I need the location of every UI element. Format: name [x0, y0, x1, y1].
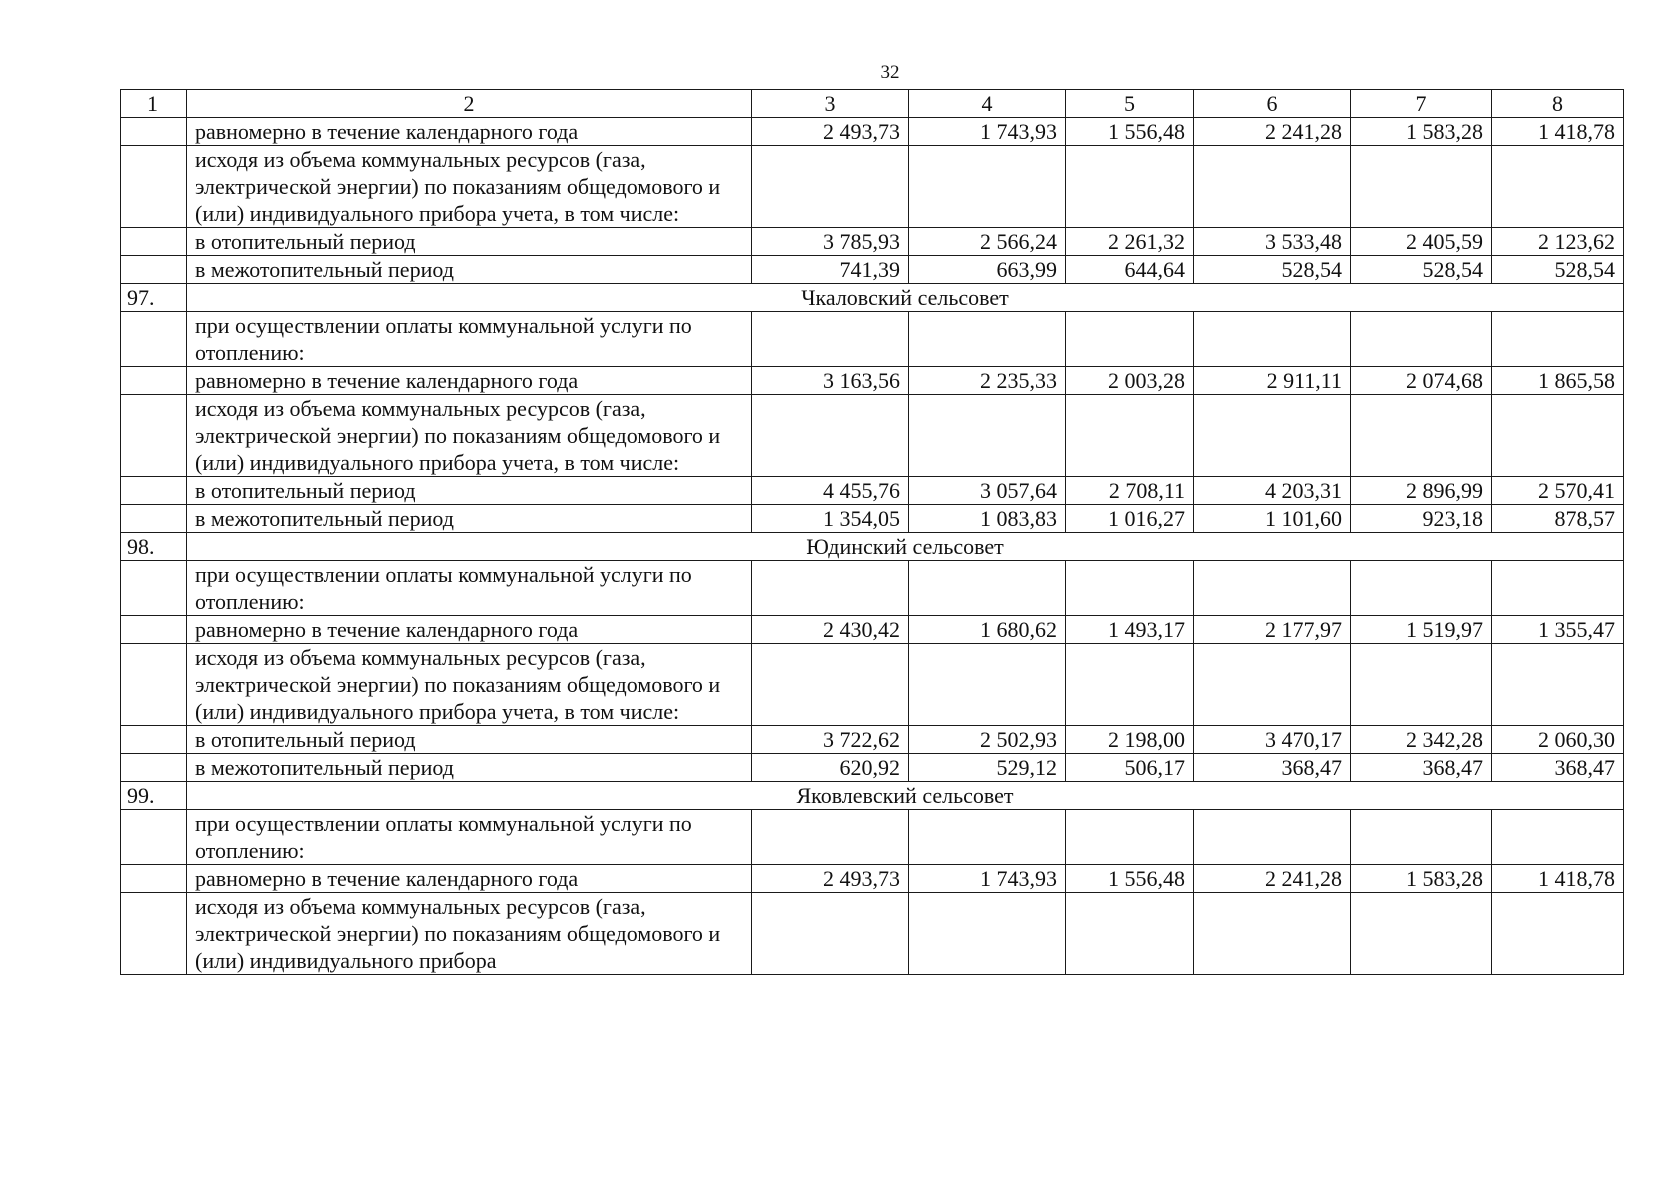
value-cell: 3 470,17 — [1194, 726, 1351, 754]
value-cell: 3 785,93 — [752, 228, 909, 256]
row-label: при осуществлении оплаты коммунальной услуги по отоплению: — [187, 312, 752, 367]
value-cell — [1492, 146, 1624, 228]
value-cell: 2 493,73 — [752, 865, 909, 893]
value-cell: 663,99 — [909, 256, 1066, 284]
value-cell: 2 896,99 — [1351, 477, 1492, 505]
row-number: 99. — [121, 782, 187, 810]
value-cell — [1351, 395, 1492, 477]
row-number — [121, 477, 187, 505]
value-cell — [1066, 146, 1194, 228]
text-row — [121, 644, 1624, 726]
value-cell — [1351, 644, 1492, 726]
value-cell: 1 519,97 — [1351, 616, 1492, 644]
value-cell — [752, 561, 909, 616]
value-cell — [1194, 644, 1351, 726]
value-cell: 2 198,00 — [1066, 726, 1194, 754]
value-row — [121, 477, 1624, 505]
value-cell: 2 074,68 — [1351, 367, 1492, 395]
value-cell: 2 430,42 — [752, 616, 909, 644]
row-number — [121, 505, 187, 533]
value-cell — [1351, 146, 1492, 228]
value-cell — [1194, 893, 1351, 975]
value-cell — [1066, 561, 1194, 616]
value-cell — [1194, 312, 1351, 367]
value-cell — [1194, 395, 1351, 477]
value-cell — [1492, 312, 1624, 367]
row-label: исходя из объема коммунальных ресурсов (газа, электрической энергии) по показаниям общедомового и (или) индивидуального прибора учета, в том числе: — [187, 644, 752, 726]
value-cell: 2 177,97 — [1194, 616, 1351, 644]
value-cell — [1194, 810, 1351, 865]
value-cell: 2 241,28 — [1194, 865, 1351, 893]
value-cell: 2 570,41 — [1492, 477, 1624, 505]
value-cell — [909, 146, 1066, 228]
value-cell — [1351, 893, 1492, 975]
value-cell: 923,18 — [1351, 505, 1492, 533]
value-cell: 3 533,48 — [1194, 228, 1351, 256]
row-number — [121, 644, 187, 726]
row-number — [121, 726, 187, 754]
value-cell: 3 057,64 — [909, 477, 1066, 505]
value-cell: 3 163,56 — [752, 367, 909, 395]
text-row — [121, 146, 1624, 228]
value-cell: 368,47 — [1194, 754, 1351, 782]
section-row — [121, 284, 1624, 312]
value-cell — [909, 561, 1066, 616]
row-label: в межотопительный период — [187, 505, 752, 533]
value-cell — [1351, 810, 1492, 865]
value-cell: 1 680,62 — [909, 616, 1066, 644]
row-label: в отопительный период — [187, 477, 752, 505]
value-cell: 2 342,28 — [1351, 726, 1492, 754]
tariff-table — [120, 89, 1624, 975]
value-cell: 1 418,78 — [1492, 865, 1624, 893]
row-number — [121, 616, 187, 644]
column-number: 7 — [1351, 90, 1492, 118]
value-cell — [1066, 644, 1194, 726]
value-cell — [1066, 312, 1194, 367]
section-title: Яковлевский сельсовет — [187, 782, 1624, 810]
value-cell: 2 708,11 — [1066, 477, 1194, 505]
value-row — [121, 118, 1624, 146]
row-label: при осуществлении оплаты коммунальной услуги по отоплению: — [187, 810, 752, 865]
text-row — [121, 561, 1624, 616]
row-label: в межотопительный период — [187, 256, 752, 284]
row-number: 97. — [121, 284, 187, 312]
value-cell — [1066, 395, 1194, 477]
value-cell: 1 101,60 — [1194, 505, 1351, 533]
value-cell — [909, 395, 1066, 477]
value-cell: 2 003,28 — [1066, 367, 1194, 395]
value-cell: 1 418,78 — [1492, 118, 1624, 146]
value-cell: 1 865,58 — [1492, 367, 1624, 395]
section-row — [121, 782, 1624, 810]
row-number — [121, 367, 187, 395]
value-cell: 620,92 — [752, 754, 909, 782]
value-cell: 2 060,30 — [1492, 726, 1624, 754]
value-cell — [1066, 810, 1194, 865]
row-number — [121, 256, 187, 284]
value-row — [121, 865, 1624, 893]
value-cell: 2 241,28 — [1194, 118, 1351, 146]
value-cell — [1066, 893, 1194, 975]
value-cell — [1492, 395, 1624, 477]
value-row — [121, 726, 1624, 754]
value-cell — [1492, 893, 1624, 975]
value-cell — [752, 146, 909, 228]
column-number-row — [121, 90, 1624, 118]
value-cell — [1492, 561, 1624, 616]
row-number — [121, 312, 187, 367]
row-label: исходя из объема коммунальных ресурсов (газа, электрической энергии) по показаниям общедомового и (или) индивидуального прибора учета, в том числе: — [187, 395, 752, 477]
value-cell: 2 235,33 — [909, 367, 1066, 395]
value-row — [121, 505, 1624, 533]
row-number — [121, 893, 187, 975]
row-label: в отопительный период — [187, 228, 752, 256]
row-number — [121, 228, 187, 256]
value-cell: 1 743,93 — [909, 865, 1066, 893]
value-cell — [752, 810, 909, 865]
value-cell — [1194, 146, 1351, 228]
value-cell: 4 203,31 — [1194, 477, 1351, 505]
column-number: 6 — [1194, 90, 1351, 118]
value-cell — [752, 644, 909, 726]
value-cell: 2 261,32 — [1066, 228, 1194, 256]
value-cell: 528,54 — [1194, 256, 1351, 284]
column-number: 3 — [752, 90, 909, 118]
value-cell: 2 405,59 — [1351, 228, 1492, 256]
value-cell: 1 556,48 — [1066, 118, 1194, 146]
value-cell — [752, 395, 909, 477]
column-number: 8 — [1492, 90, 1624, 118]
column-number: 1 — [121, 90, 187, 118]
column-number: 2 — [187, 90, 752, 118]
row-number — [121, 865, 187, 893]
value-cell — [909, 810, 1066, 865]
row-label: в отопительный период — [187, 726, 752, 754]
text-row — [121, 395, 1624, 477]
value-cell: 2 493,73 — [752, 118, 909, 146]
row-number — [121, 754, 187, 782]
text-row — [121, 893, 1624, 975]
text-row — [121, 312, 1624, 367]
value-cell — [1351, 312, 1492, 367]
value-cell: 506,17 — [1066, 754, 1194, 782]
value-cell — [909, 893, 1066, 975]
table-body — [121, 90, 1624, 975]
value-cell: 741,39 — [752, 256, 909, 284]
value-row — [121, 616, 1624, 644]
value-cell: 1 493,17 — [1066, 616, 1194, 644]
value-cell: 1 583,28 — [1351, 118, 1492, 146]
row-label: исходя из объема коммунальных ресурсов (газа, электрической энергии) по показаниям общедомового и (или) индивидуального прибора — [187, 893, 752, 975]
value-cell: 3 722,62 — [752, 726, 909, 754]
value-cell — [1492, 644, 1624, 726]
value-row — [121, 228, 1624, 256]
value-cell: 1 083,83 — [909, 505, 1066, 533]
row-label: равномерно в течение календарного года — [187, 118, 752, 146]
row-number — [121, 118, 187, 146]
row-number — [121, 561, 187, 616]
value-cell — [752, 893, 909, 975]
value-cell — [1194, 561, 1351, 616]
value-cell: 1 743,93 — [909, 118, 1066, 146]
column-number: 5 — [1066, 90, 1194, 118]
row-label: равномерно в течение календарного года — [187, 367, 752, 395]
value-cell: 1 355,47 — [1492, 616, 1624, 644]
row-number: 98. — [121, 533, 187, 561]
row-label: равномерно в течение календарного года — [187, 616, 752, 644]
value-cell: 2 123,62 — [1492, 228, 1624, 256]
value-row — [121, 256, 1624, 284]
value-cell: 4 455,76 — [752, 477, 909, 505]
row-label: в межотопительный период — [187, 754, 752, 782]
row-label: при осуществлении оплаты коммунальной услуги по отоплению: — [187, 561, 752, 616]
value-cell — [752, 312, 909, 367]
section-title: Юдинский сельсовет — [187, 533, 1624, 561]
value-cell: 528,54 — [1492, 256, 1624, 284]
value-cell: 1 016,27 — [1066, 505, 1194, 533]
value-cell — [1492, 810, 1624, 865]
value-cell — [1351, 561, 1492, 616]
value-cell: 529,12 — [909, 754, 1066, 782]
value-cell: 528,54 — [1351, 256, 1492, 284]
section-title: Чкаловский сельсовет — [187, 284, 1624, 312]
value-cell — [909, 644, 1066, 726]
value-cell: 1 354,05 — [752, 505, 909, 533]
value-cell: 368,47 — [1492, 754, 1624, 782]
row-label: исходя из объема коммунальных ресурсов (газа, электрической энергии) по показаниям общедомового и (или) индивидуального прибора учета, в том числе: — [187, 146, 752, 228]
text-row — [121, 810, 1624, 865]
value-cell: 2 566,24 — [909, 228, 1066, 256]
value-cell: 368,47 — [1351, 754, 1492, 782]
value-cell: 2 502,93 — [909, 726, 1066, 754]
section-row — [121, 533, 1624, 561]
row-number — [121, 146, 187, 228]
column-number: 4 — [909, 90, 1066, 118]
value-cell: 2 911,11 — [1194, 367, 1351, 395]
value-cell: 644,64 — [1066, 256, 1194, 284]
value-row — [121, 754, 1624, 782]
value-row — [121, 367, 1624, 395]
value-cell — [909, 312, 1066, 367]
row-number — [121, 810, 187, 865]
value-cell: 1 583,28 — [1351, 865, 1492, 893]
value-cell: 1 556,48 — [1066, 865, 1194, 893]
value-cell: 878,57 — [1492, 505, 1624, 533]
page-number: 32 — [880, 62, 900, 83]
row-number — [121, 395, 187, 477]
row-label: равномерно в течение календарного года — [187, 865, 752, 893]
